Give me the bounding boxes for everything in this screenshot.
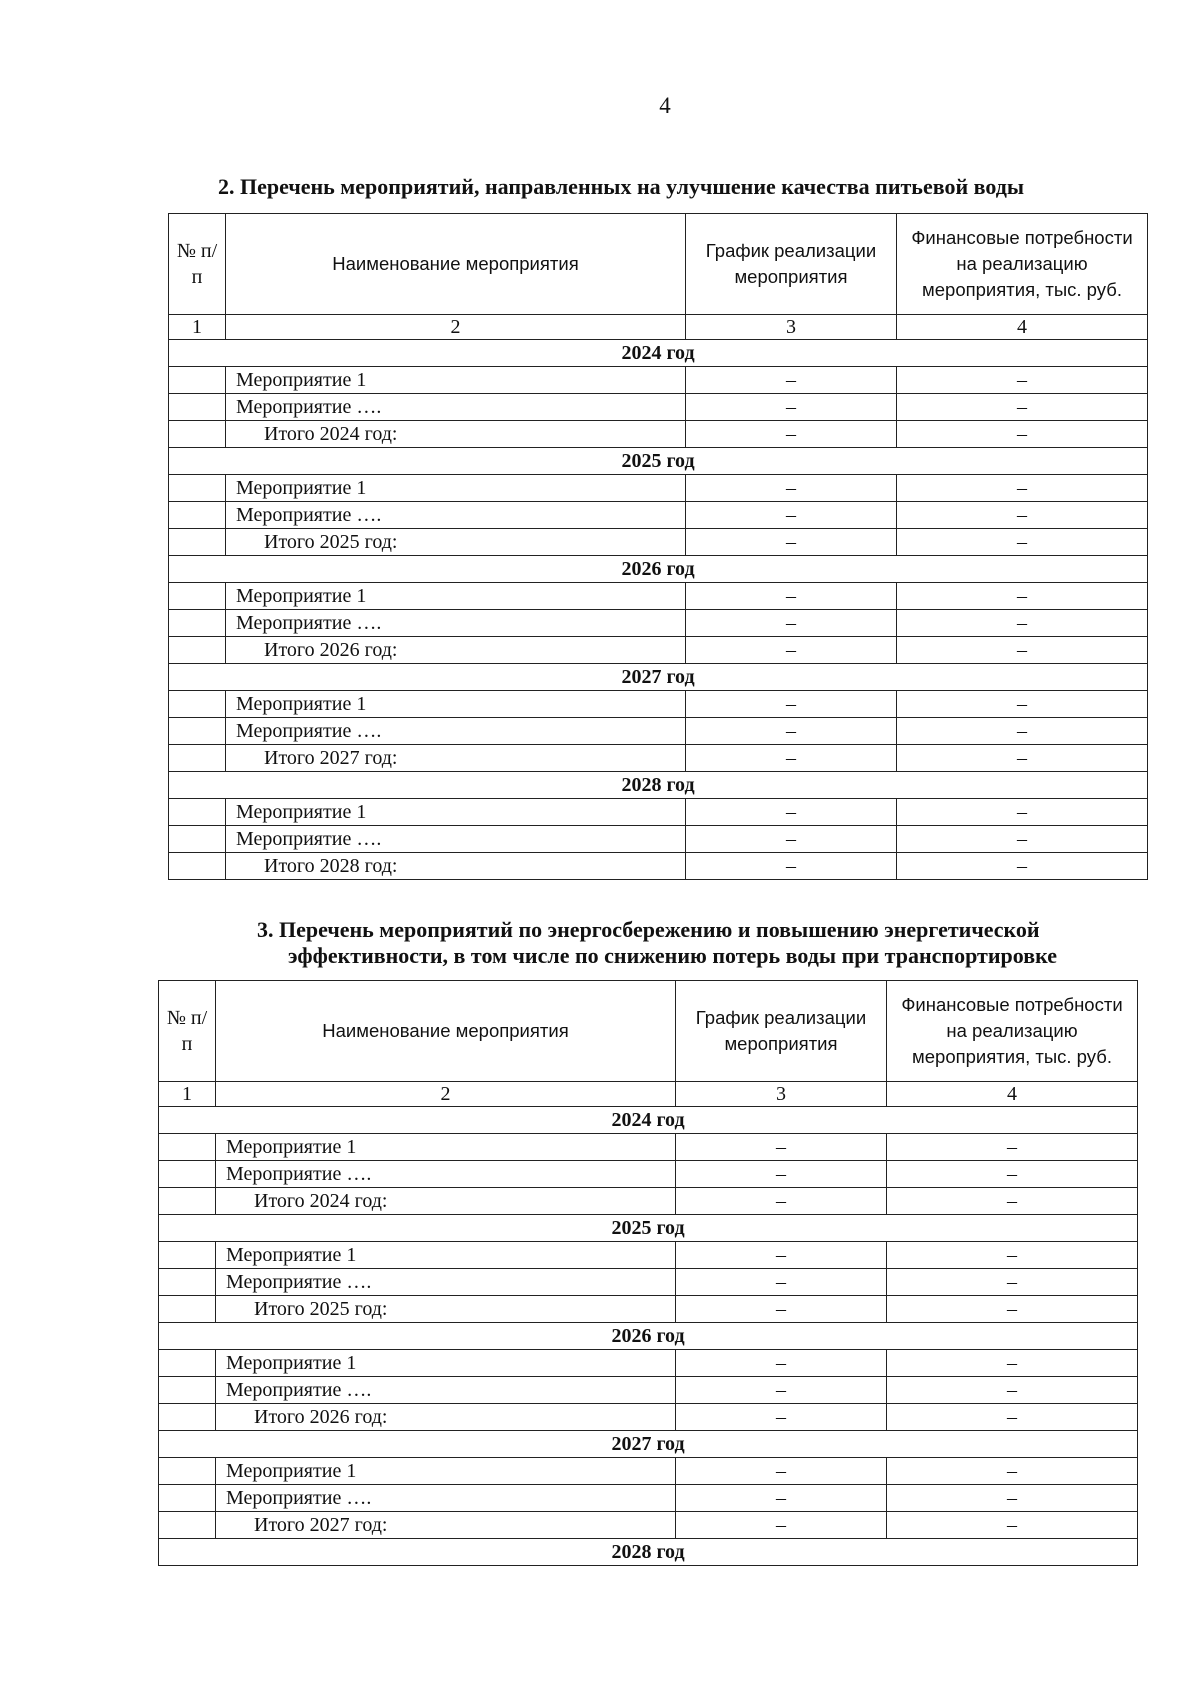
row-number-cell [159,1134,216,1161]
header-num: № п/п [169,214,226,315]
measure-name: Мероприятие 1 [226,583,686,610]
row-number-cell [159,1188,216,1215]
row-number-cell [169,394,226,421]
schedule-cell: – [686,691,897,718]
year-row [169,664,1148,691]
row-number-cell [159,1269,216,1296]
year-label: 2025 год [169,448,1148,475]
finance-cell: – [897,637,1148,664]
measure-name: Мероприятие 1 [216,1458,676,1485]
table-row [169,853,1148,880]
schedule-cell: – [686,394,897,421]
page-number: 4 [659,93,671,118]
measure-name: Мероприятие …. [216,1485,676,1512]
header-finance: Финансовые потребности на реализацию мероприятия, тыс. руб. [897,214,1148,315]
measure-name: Мероприятие 1 [216,1350,676,1377]
total-label: Итого 2025 год: [216,1296,676,1323]
schedule-cell: – [686,799,897,826]
schedule-cell: – [676,1512,887,1539]
row-number-cell [169,745,226,772]
schedule-cell: – [676,1188,887,1215]
row-number-cell [169,529,226,556]
finance-cell: – [897,718,1148,745]
finance-cell: – [897,745,1148,772]
table-row [159,1512,1138,1539]
table-row [159,1242,1138,1269]
header-finance: Финансовые потребности на реализацию мероприятия, тыс. руб. [887,981,1138,1082]
table-row [169,718,1148,745]
year-label: 2027 год [159,1431,1138,1458]
finance-cell: – [897,853,1148,880]
finance-cell: – [887,1188,1138,1215]
measures-table-energy-saving [158,980,1138,1566]
measure-name: Мероприятие 1 [226,475,686,502]
total-label: Итого 2028 год: [226,853,686,880]
schedule-cell: – [686,583,897,610]
table-row [169,529,1148,556]
schedule-cell: – [686,475,897,502]
row-number-cell [169,826,226,853]
header-num: № п/п [159,981,216,1082]
measure-name: Мероприятие …. [216,1161,676,1188]
row-number-cell [169,853,226,880]
section-3-title-line-1: 3. Перечень мероприятий по энергосбережению и повышению энергетической [257,917,1040,942]
schedule-cell: – [686,718,897,745]
row-number-cell [169,502,226,529]
table-row [169,799,1148,826]
section-3-title-line-2: эффективности, в том числе по снижению потерь воды при транспортировке [288,943,1057,968]
measure-name: Мероприятие …. [226,610,686,637]
year-row [159,1539,1138,1566]
row-number-cell [169,475,226,502]
finance-cell: – [897,394,1148,421]
year-label: 2024 год [169,340,1148,367]
schedule-cell: – [676,1458,887,1485]
total-label: Итого 2024 год: [226,421,686,448]
measure-name: Мероприятие …. [226,394,686,421]
year-label: 2026 год [159,1323,1138,1350]
table-row [169,691,1148,718]
column-number: 4 [887,1082,1138,1107]
measures-table-water-quality [168,213,1148,880]
table-row [159,1350,1138,1377]
year-row [159,1215,1138,1242]
header-schedule: График реализации мероприятия [686,214,897,315]
table-row [169,583,1148,610]
table-row [159,1485,1138,1512]
table-header-row [169,214,1148,315]
header-schedule: График реализации мероприятия [676,981,887,1082]
schedule-cell: – [686,745,897,772]
table-row [169,637,1148,664]
row-number-cell [159,1242,216,1269]
row-number-cell [169,718,226,745]
measure-name: Мероприятие 1 [216,1242,676,1269]
table-row [159,1404,1138,1431]
column-number: 2 [216,1082,676,1107]
year-row [169,340,1148,367]
finance-cell: – [887,1377,1138,1404]
schedule-cell: – [686,826,897,853]
table-row [169,502,1148,529]
column-number: 2 [226,315,686,340]
schedule-cell: – [676,1296,887,1323]
column-numbers-row [169,315,1148,340]
year-label: 2026 год [169,556,1148,583]
finance-cell: – [887,1512,1138,1539]
schedule-cell: – [686,853,897,880]
schedule-cell: – [676,1485,887,1512]
finance-cell: – [887,1296,1138,1323]
total-label: Итого 2024 год: [216,1188,676,1215]
measure-name: Мероприятие 1 [216,1134,676,1161]
table-row [159,1377,1138,1404]
table-row [159,1161,1138,1188]
finance-cell: – [897,826,1148,853]
table-header-row [159,981,1138,1082]
row-number-cell [159,1296,216,1323]
finance-cell: – [887,1269,1138,1296]
measure-name: Мероприятие …. [216,1377,676,1404]
year-label: 2027 год [169,664,1148,691]
measure-name: Мероприятие 1 [226,799,686,826]
year-row [159,1323,1138,1350]
measure-name: Мероприятие …. [226,502,686,529]
measure-name: Мероприятие …. [226,718,686,745]
schedule-cell: – [686,502,897,529]
total-label: Итого 2027 год: [216,1512,676,1539]
total-label: Итого 2026 год: [216,1404,676,1431]
header-name: Наименование мероприятия [216,981,676,1082]
year-label: 2028 год [159,1539,1138,1566]
finance-cell: – [897,421,1148,448]
finance-cell: – [897,529,1148,556]
schedule-cell: – [676,1350,887,1377]
finance-cell: – [897,475,1148,502]
column-number: 1 [169,315,226,340]
finance-cell: – [897,367,1148,394]
finance-cell: – [887,1485,1138,1512]
table-row [159,1188,1138,1215]
row-number-cell [159,1485,216,1512]
year-row [169,772,1148,799]
row-number-cell [169,637,226,664]
schedule-cell: – [676,1161,887,1188]
schedule-cell: – [676,1134,887,1161]
row-number-cell [159,1161,216,1188]
year-row [169,448,1148,475]
row-number-cell [169,610,226,637]
schedule-cell: – [686,421,897,448]
row-number-cell [169,583,226,610]
finance-cell: – [887,1242,1138,1269]
column-numbers-row [159,1082,1138,1107]
row-number-cell [159,1512,216,1539]
section-2-title: 2. Перечень мероприятий, направленных на улучшение качества питьевой воды [218,174,1025,199]
table-row [169,826,1148,853]
table-row [159,1269,1138,1296]
row-number-cell [169,799,226,826]
year-label: 2024 год [159,1107,1138,1134]
total-label: Итого 2026 год: [226,637,686,664]
measure-name: Мероприятие …. [226,826,686,853]
column-number: 3 [686,315,897,340]
measure-name: Мероприятие 1 [226,691,686,718]
row-number-cell [169,691,226,718]
total-label: Итого 2027 год: [226,745,686,772]
table-row [169,745,1148,772]
finance-cell: – [887,1458,1138,1485]
finance-cell: – [897,583,1148,610]
column-number: 1 [159,1082,216,1107]
schedule-cell: – [676,1377,887,1404]
year-row [169,556,1148,583]
row-number-cell [169,421,226,448]
schedule-cell: – [686,367,897,394]
table-row [159,1296,1138,1323]
schedule-cell: – [676,1269,887,1296]
column-number: 4 [897,315,1148,340]
row-number-cell [159,1350,216,1377]
measure-name: Мероприятие 1 [226,367,686,394]
table-row [169,610,1148,637]
schedule-cell: – [686,529,897,556]
schedule-cell: – [686,610,897,637]
year-row [159,1431,1138,1458]
finance-cell: – [887,1161,1138,1188]
row-number-cell [159,1377,216,1404]
header-name: Наименование мероприятия [226,214,686,315]
year-row [159,1107,1138,1134]
table-row [159,1134,1138,1161]
finance-cell: – [897,610,1148,637]
finance-cell: – [897,799,1148,826]
row-number-cell [159,1458,216,1485]
finance-cell: – [887,1350,1138,1377]
row-number-cell [169,367,226,394]
schedule-cell: – [676,1242,887,1269]
finance-cell: – [897,691,1148,718]
column-number: 3 [676,1082,887,1107]
table-row [169,367,1148,394]
table-row [169,475,1148,502]
measure-name: Мероприятие …. [216,1269,676,1296]
table-row [169,421,1148,448]
finance-cell: – [887,1404,1138,1431]
row-number-cell [159,1404,216,1431]
total-label: Итого 2025 год: [226,529,686,556]
table-row [159,1458,1138,1485]
finance-cell: – [897,502,1148,529]
finance-cell: – [887,1134,1138,1161]
schedule-cell: – [676,1404,887,1431]
year-label: 2025 год [159,1215,1138,1242]
year-label: 2028 год [169,772,1148,799]
section-3-title [257,917,1057,969]
schedule-cell: – [686,637,897,664]
table-row [169,394,1148,421]
